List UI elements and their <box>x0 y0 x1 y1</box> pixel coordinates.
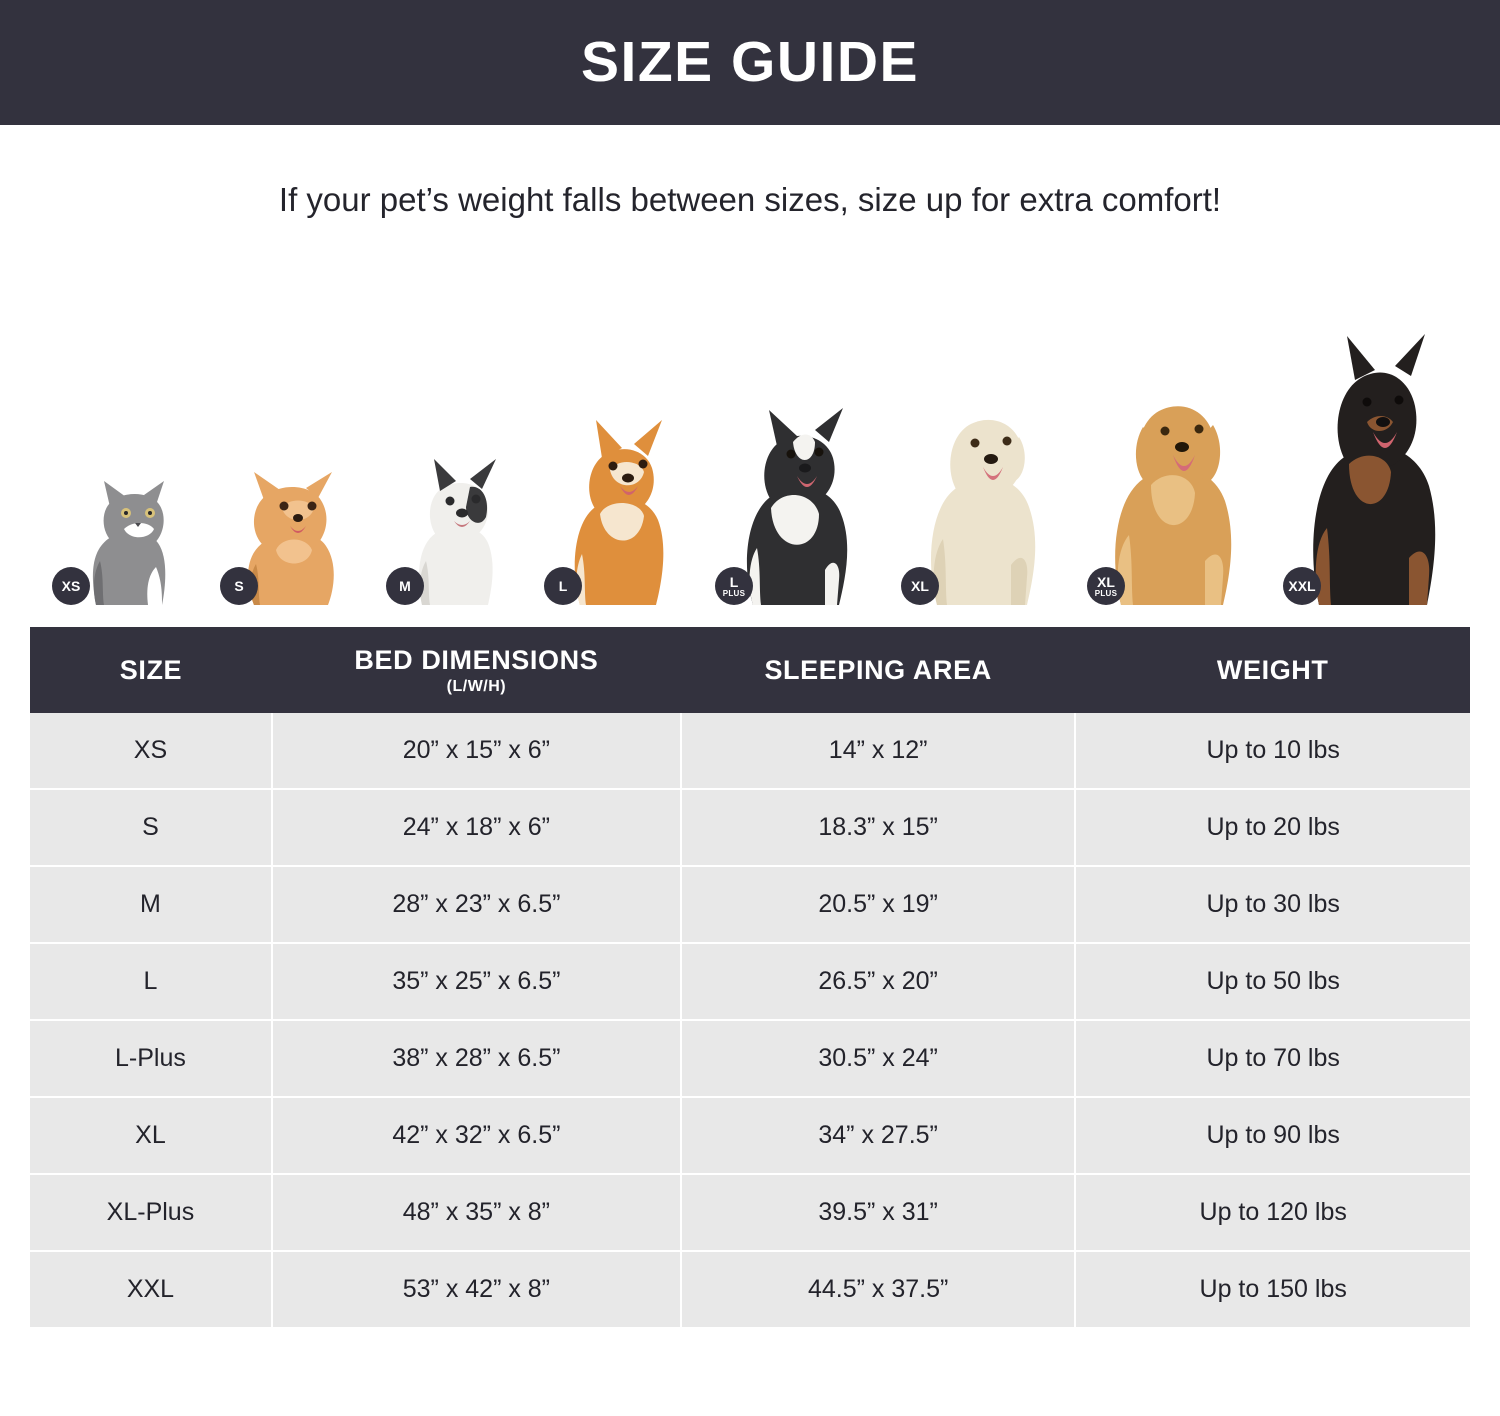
subtitle-section <box>0 125 1500 275</box>
cell-sleeping-area: 26.5” x 20” <box>681 943 1076 1020</box>
cell-sleeping-area: 30.5” x 24” <box>681 1020 1076 1097</box>
column-header-sublabel: (L/W/H) <box>446 677 507 695</box>
cell-weight: Up to 150 lbs <box>1075 1251 1470 1327</box>
cell-bed-dimensions: 35” x 25” x 6.5” <box>272 943 681 1020</box>
table-row <box>30 866 1470 943</box>
size-badge-xxl <box>1283 567 1321 605</box>
column-header-sleeping-area <box>681 627 1076 713</box>
cell-bed-dimensions: 42” x 32” x 6.5” <box>272 1097 681 1174</box>
pet-figure-m <box>386 425 508 605</box>
cell-weight: Up to 90 lbs <box>1075 1097 1470 1174</box>
doberman-icon <box>1283 330 1448 605</box>
subtitle-text: If your pet’s weight falls between sizes, size up for extra comfort! <box>278 181 1222 218</box>
cell-weight: Up to 30 lbs <box>1075 866 1470 943</box>
cell-bed-dimensions: 38” x 28” x 6.5” <box>272 1020 681 1097</box>
size-badge-label: XS <box>61 578 81 594</box>
cell-size: M <box>30 866 272 943</box>
cell-weight: Up to 20 lbs <box>1075 789 1470 866</box>
table-row <box>30 713 1470 789</box>
size-guide-banner <box>0 0 1500 125</box>
cell-sleeping-area: 18.3” x 15” <box>681 789 1076 866</box>
column-header-weight <box>1075 627 1470 713</box>
cell-bed-dimensions: 20” x 15” x 6” <box>272 713 681 789</box>
cell-size: L <box>30 943 272 1020</box>
cell-bed-dimensions: 53” x 42” x 8” <box>272 1251 681 1327</box>
pet-figure-xxl <box>1283 330 1448 605</box>
table-row <box>30 1020 1470 1097</box>
cell-size: XL-Plus <box>30 1174 272 1251</box>
page-title: SIZE GUIDE <box>580 30 920 94</box>
size-badge-xs <box>52 567 90 605</box>
size-badge-xl <box>901 567 939 605</box>
size-badge-label: L <box>729 573 739 590</box>
pet-figure-s <box>220 450 350 605</box>
cell-bed-dimensions: 28” x 23” x 6.5” <box>272 866 681 943</box>
column-header-label: SIZE <box>119 654 183 685</box>
cell-weight: Up to 10 lbs <box>1075 713 1470 789</box>
table-row <box>30 1251 1470 1327</box>
pet-figure-xl-plus <box>1087 355 1247 605</box>
pet-figure-l-plus <box>715 380 865 605</box>
cell-size: XXL <box>30 1251 272 1327</box>
table-header-row <box>30 627 1470 713</box>
size-badge-sublabel: PLUS <box>722 588 746 598</box>
table-row <box>30 1174 1470 1251</box>
cell-sleeping-area: 34” x 27.5” <box>681 1097 1076 1174</box>
cell-size: XL <box>30 1097 272 1174</box>
cell-weight: Up to 70 lbs <box>1075 1020 1470 1097</box>
pet-size-illustration-row <box>30 275 1470 605</box>
cell-weight: Up to 120 lbs <box>1075 1174 1470 1251</box>
size-badge-label: S <box>234 578 244 594</box>
cell-sleeping-area: 39.5” x 31” <box>681 1174 1076 1251</box>
cell-bed-dimensions: 48” x 35” x 8” <box>272 1174 681 1251</box>
size-table-head <box>30 627 1470 713</box>
pet-figure-xs <box>52 455 184 605</box>
cell-sleeping-area: 44.5” x 37.5” <box>681 1251 1076 1327</box>
size-badge-m <box>386 567 424 605</box>
cell-sleeping-area: 20.5” x 19” <box>681 866 1076 943</box>
pet-figure-xl <box>901 365 1051 605</box>
pet-figure-l <box>544 390 679 605</box>
table-row <box>30 789 1470 866</box>
size-badge-l <box>544 567 582 605</box>
cell-sleeping-area: 14” x 12” <box>681 713 1076 789</box>
table-row <box>30 1097 1470 1174</box>
cell-size: S <box>30 789 272 866</box>
cell-size: XS <box>30 713 272 789</box>
size-badge-label: M <box>399 578 411 594</box>
size-badge-xl-plus <box>1087 567 1125 605</box>
column-header-label: BED DIMENSIONS <box>354 644 599 675</box>
size-table <box>30 627 1470 1327</box>
cell-size: L-Plus <box>30 1020 272 1097</box>
size-badge-label: L <box>558 578 568 594</box>
size-table-body <box>30 713 1470 1327</box>
size-badge-label: XL <box>1097 573 1115 590</box>
column-header-size <box>30 627 272 713</box>
column-header-label: SLEEPING AREA <box>764 654 992 685</box>
column-header-label: WEIGHT <box>1216 654 1329 685</box>
cell-weight: Up to 50 lbs <box>1075 943 1470 1020</box>
table-row <box>30 943 1470 1020</box>
size-badge-l-plus <box>715 567 753 605</box>
size-badge-label: XXL <box>1288 578 1316 594</box>
size-badge-sublabel: PLUS <box>1094 588 1118 598</box>
size-badge-s <box>220 567 258 605</box>
size-table-wrapper <box>30 627 1470 1327</box>
cell-bed-dimensions: 24” x 18” x 6” <box>272 789 681 866</box>
size-badge-label: XL <box>911 578 929 594</box>
column-header-bed-dimensions <box>272 627 681 713</box>
